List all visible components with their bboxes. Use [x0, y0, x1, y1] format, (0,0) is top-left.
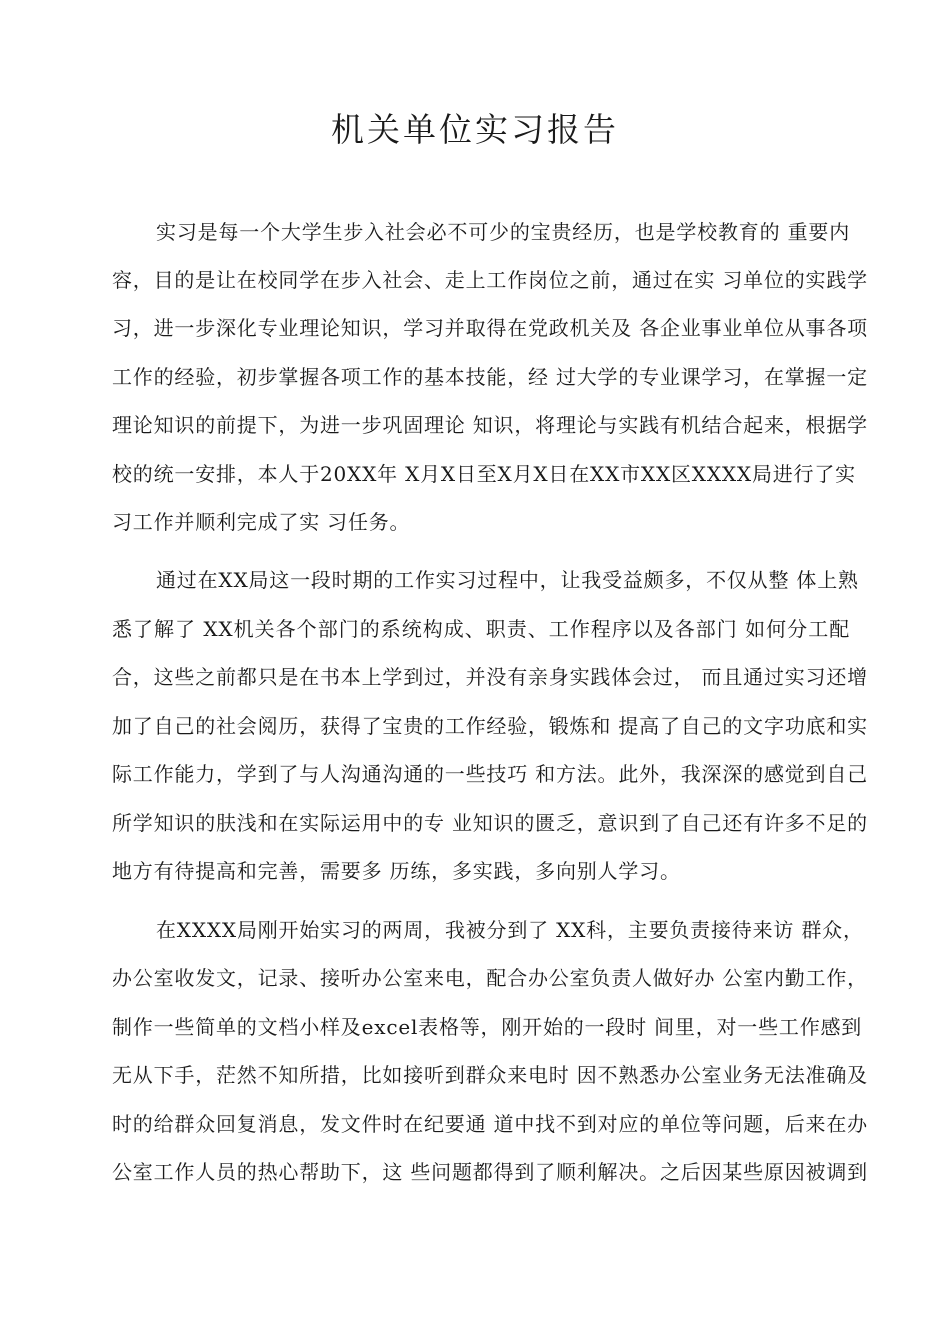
- text-line: 容，目的是让在校同学在步入社会、走上工作岗位之前，通过在实 习单位的实践学: [112, 268, 868, 292]
- text-line: 习工作并顺利完成了实 习任务。: [112, 510, 411, 534]
- text-line: 悉了解了 XX机关各个部门的系统构成、职责、工作程序以及各部门 如何分工配: [112, 617, 850, 641]
- document-title: 机关单位实习报告: [331, 110, 619, 149]
- text-line: 在XXXX局刚开始实习的两周，我被分到了 XX科，主要负责接待来访 群众，: [156, 918, 864, 942]
- text-line: 加了自己的社会阅历，获得了宝贵的工作经验，锻炼和 提高了自己的文字功底和实: [112, 714, 868, 738]
- text-line: 合，这些之前都只是在书本上学到过，并没有亲身实践体会过， 而且通过实习还增: [112, 665, 868, 689]
- text-line: 地方有待提高和完善，需要多 历练，多实践，多向别人学习。: [112, 859, 681, 883]
- text-line: 通过在XX局这一段时期的工作实习过程中，让我受益颇多，不仅从整 体上熟: [156, 568, 859, 592]
- text-line: 无从下手，茫然不知所措，比如接听到群众来电时 因不熟悉办公室业务无法准确及: [112, 1063, 868, 1087]
- text-line: 实习是每一个大学生步入社会必不可少的宝贵经历，也是学校教育的 重要内: [156, 220, 850, 244]
- text-line: 校的统一安排，本人于20XX年 X月X日至X月X日在XX市XX区XXXX局进行了实: [112, 462, 856, 486]
- text-line: 际工作能力，学到了与人沟通沟通的一些技巧 和方法。此外，我深深的感觉到自己: [112, 762, 868, 786]
- text-line: 习，进一步深化专业理论知识，学习并取得在党政机关及 各企业事业单位从事各项: [112, 316, 868, 340]
- text-line: 办公室收发文，记录、接听办公室来电，配合办公室负责人做好办 公室内勤工作，: [112, 966, 868, 990]
- text-line: 公室工作人员的热心帮助下，这 些问题都得到了顺利解决。之后因某些原因被调到: [112, 1160, 868, 1184]
- text-line: 时的给群众回复消息，发文件时在纪要通 道中找不到对应的单位等问题，后来在办: [112, 1112, 868, 1136]
- text-line: 工作的经验，初步掌握各项工作的基本技能，经 过大学的专业课学习，在掌握一定: [112, 365, 868, 389]
- text-line: 所学知识的肤浅和在实际运用中的专 业知识的匮乏，意识到了自己还有许多不足的: [112, 811, 868, 835]
- text-line: 制作一些简单的文档小样及excel表格等，刚开始的一段时 间里，对一些工作感到: [112, 1015, 863, 1039]
- text-line: 理论知识的前提下，为进一步巩固理论 知识，将理论与实践有机结合起来，根据学: [112, 413, 868, 437]
